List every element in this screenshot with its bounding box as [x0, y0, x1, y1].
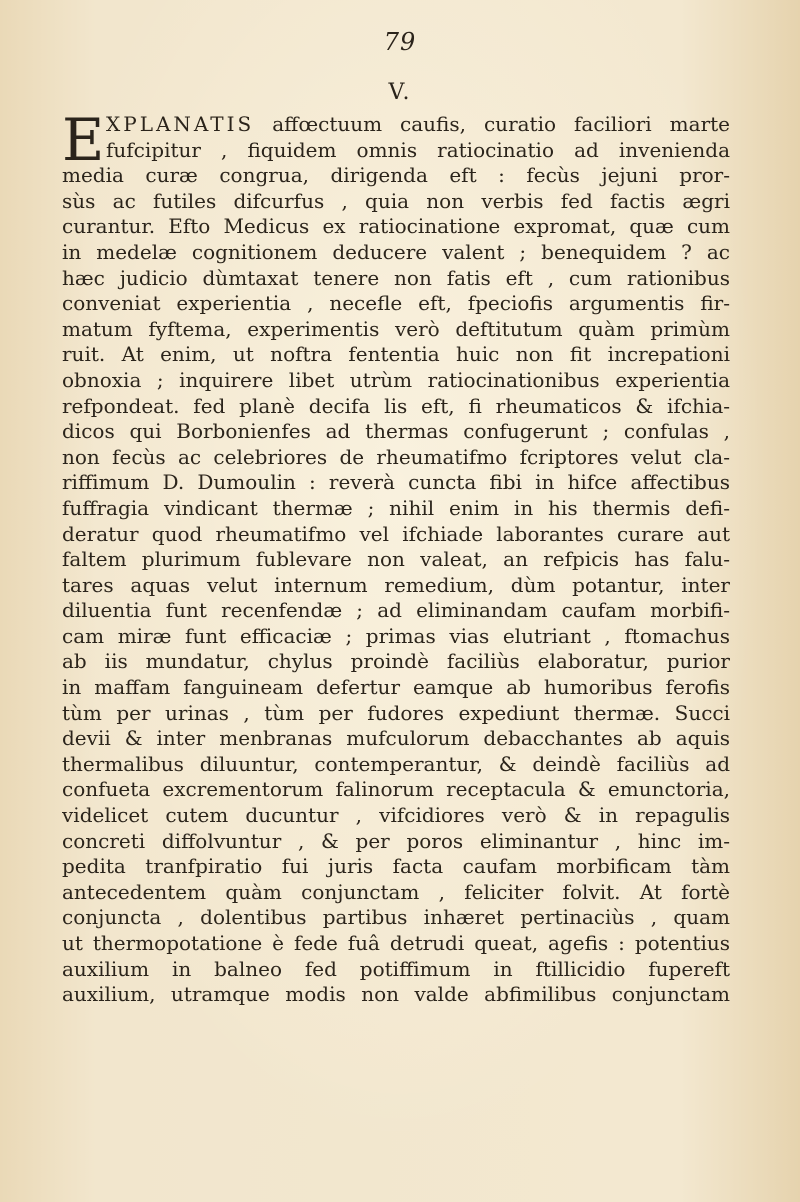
text-line: antecedentem quàm conjunctam , feliciter folvit. At fortè [62, 879, 730, 904]
text-line: obnoxia ; inquirere libet utrùm ratiocinationibus experientia [62, 367, 730, 392]
text-line: thermalibus diluuntur, contemperantur, & deindè faciliùs ad [62, 751, 730, 776]
text-line: riffimum D. Dumoulin : reverà cuncta fibi in hifce affectibus [62, 470, 730, 495]
text-line: in medelæ cognitionem deducere valent ; benequidem ? ac [62, 239, 730, 264]
text-line: cam miræ funt efficaciæ ; primas vias elutriant , ftomachus [62, 623, 730, 648]
text-line: videlicet cutem ducuntur , vifcidiores verò & in repagulis [62, 803, 730, 828]
text-line: fuffragia vindicant thermæ ; nihil enim in his thermis defi- [62, 495, 730, 520]
text-line: ruit. At enim, ut noftra fententia huic non fit increpationi [62, 342, 730, 367]
text-line [62, 112, 730, 138]
text-line: ut thermopotatione è fede fuâ detrudi queat, agefis : potentius [62, 931, 730, 955]
text-line: auxilium, utramque modis non valde abfimilibus conjunctam [62, 982, 730, 1007]
text-line: auxilium in balneo fed potiffimum in ftillicidio fupereft [62, 956, 730, 981]
text-line: deratur quod rheumatifmo vel ifchiade laborantes curare aut [62, 521, 730, 546]
text-line: tùm per urinas , tùm per fudores expediunt thermæ. Succi [62, 700, 730, 725]
text-line: faltem plurimum fublevare non valeat, an refpicis has falu- [62, 547, 730, 572]
text-line: in maffam fanguineam defertur eamque ab humoribus ferofis [62, 675, 730, 700]
text-line: hæc judicio dùmtaxat tenere non fatis eft , cum rationibus [62, 265, 730, 290]
text-line: refpondeat. fed planè decifa lis eft, fi rheumaticos & ifchia- [62, 393, 730, 418]
text-line: dicos qui Borbonienfes ad thermas confugerunt ; confulas , [62, 419, 730, 444]
text-line: curantur. Efto Medicus ex ratiocinatione expromat, quæ cum [62, 214, 730, 239]
text-line: tares aquas velut internum remedium, dùm potantur, inter [62, 572, 730, 597]
text-line: sùs ac futiles difcurfus , quia non verbis fed factis ægri [62, 188, 730, 213]
text-line: non fecùs ac celebriores de rheumatifmo fcriptores velut cla- [62, 444, 730, 469]
drop-cap: E [62, 106, 105, 174]
text-line: ab iis mundatur, chylus proindè faciliùs elaboratur, purior [62, 649, 730, 674]
section-numeral: V. [388, 80, 412, 105]
text-line: fufcipitur , fiquidem omnis ratiocinatio ad invenienda [106, 137, 730, 162]
text-line: matum fyftema, experimentis verò deftitutum quàm primùm [62, 316, 730, 341]
first-line-caps: XPLANATIS [106, 112, 255, 136]
text-line: conveniat experientia , necefle eft, fpeciofis argumentis fir- [62, 291, 730, 316]
text-line: diluentia funt recenfendæ ; ad eliminandam caufam morbifi- [62, 598, 730, 623]
text-line: devii & inter menbranas mufculorum debacchantes ab aquis [62, 726, 730, 751]
page-number: 79 [383, 28, 417, 56]
text-line: pedita tranfpiratio fui juris facta caufam morbificam tàm [62, 854, 730, 879]
text-line: confueta excrementorum falinorum receptacula & emunctoria, [62, 777, 730, 802]
text-line: conjuncta , dolentibus partibus inhæret pertinaciùs , quam [62, 905, 730, 930]
first-line-rest: affœctuum caufis, curatio faciliori marte [272, 112, 730, 136]
text-line: media curæ congrua, dirigenda eft : fecùs jejuni pror- [62, 163, 730, 188]
body-text [62, 106, 730, 1008]
text-line: concreti diffolvuntur , & per poros eliminantur , hinc im- [62, 828, 730, 853]
